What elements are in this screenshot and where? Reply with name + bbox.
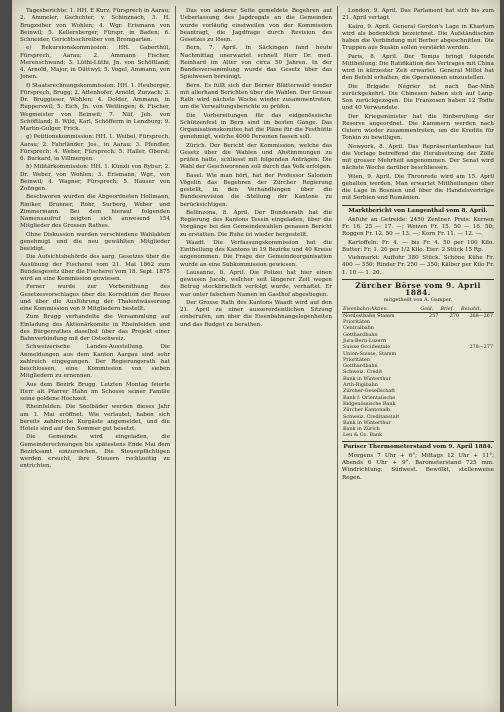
paragraph: Zum Brugg verhandelte die Versammlung auf Einladung des Aktionärkomite in Rheinfelden und des Bürgerrathes daselbst über das Projekt einer Bahnverbindung mit der Ostschweiz. bbox=[20, 314, 170, 342]
table-cell: Bank in Zürich bbox=[343, 426, 380, 433]
column-right bbox=[342, 8, 494, 704]
paragraph: Rheinfelden. Die Soolbäder werden dieses Jahr am 1. Mai eröffnet. Wie verlautet, haben sich bereits zahlreiche Kurgäste angemeldet, und die Hotels sind auf den Sommer gut besetzt. bbox=[20, 404, 170, 432]
paragraph: h) Militärkommission: HH. 1. Künzli von Rybur; 2. Dr. Weber, von Wohlen; 3. Erismann, Wgr., von Beinwil; 4. Wagner, Fürsprech; 5. Hauser von Zofingen. bbox=[20, 164, 170, 192]
table-cell: 257 bbox=[428, 312, 439, 319]
divider bbox=[342, 205, 494, 206]
table-cell: Prioritäten bbox=[343, 319, 370, 326]
table-cell bbox=[460, 432, 494, 438]
table-cell: Arth-Rigibahn bbox=[343, 382, 378, 389]
table-cell bbox=[419, 432, 439, 438]
table-cell: Zürcher Kantonalb. bbox=[343, 407, 392, 414]
paragraph: Kairo, 9. April. General Gordon's Lage in Khartum wird als bedenklich bezeichnet. Die Aufständischen haben die Verbindung mit Berber abgeschnitten. Die Truppen aus Suakin sollen verstärkt werden. bbox=[342, 23, 494, 52]
table-cell: Union-Suisse, Stamm bbox=[343, 350, 397, 357]
paragraph: Lausanne, 8. April. Die Polizei hat hier einen gewissen Jacob, welcher seit längerer Zeit wegen Betrug steckbrieflich verfolgt wurde, verhaftet. Er war unter falschem Namen im Gasthof abgestiegen. bbox=[180, 269, 332, 298]
paragraph: Tagesberichte: 1. HH. E Kurz, Fürsprech in Aarau; 2. Ammeler, Gschchter, v. Schinznach, 3. H. Brugzsiber von Wohlen; 4. Wgr. Erismann von Beinwil; 5. Kellersberger, Fürspr. in Baden; 6. Schneider, Gerichtsschreiber von Bremgarten. bbox=[20, 8, 170, 43]
table-row bbox=[342, 312, 494, 319]
table-cell: Gotthardbahn bbox=[343, 363, 378, 370]
table-header-cell: Geld. bbox=[419, 306, 439, 313]
table-cell: Bank in Winterthur bbox=[343, 375, 391, 382]
divider bbox=[342, 279, 494, 280]
market-line: Viehmarkt: Auffuhr 380 Stück. Schöne Kühe Fr. 400 — 550; Rinder Fr. 250 — 350; Kälber per Kilo Fr. 1. 10 — 1. 20. bbox=[342, 255, 494, 276]
table-cell: Jura-Bern-Luzern bbox=[343, 337, 387, 344]
table-cell: Prioritäten bbox=[343, 356, 370, 363]
paragraph: Newyork, 8. April. Das Repräsentantenhaus hat die Vorlage betreffend die Herabsetzung der Zölle mit grosser Mehrheit angenommen. Der Senat wird nächste Woche darüber beschliessen. bbox=[342, 143, 494, 172]
market-line: Kartoffeln: Fr. 4. — bis Fr. 4. 50 per 100 Kilo. Butter: Fr. 1. 20 per 1/2 Kilo. Eier: 2 Stück 15 Rp. bbox=[342, 239, 494, 253]
paragraph: g) Petitionskommission: HH. 1. Weibel, Fürsprech, Aarau; 2. Fahrländer, Jos., in Aarau; 3. Pfendler, Fürsprech; 4. Weber, Fürsprech; 5. Haller, Oberst; 6. Burkard, in Villmergen. bbox=[20, 134, 170, 162]
paragraph: Bern. Es füllt sich der Berner Blätterwald wieder mit allerhand Berichten über die Wahlen. Der Grosse Rath wird nächste Woche wieder zusammentreten, um die Verwaltungsberichte zu prüfen. bbox=[180, 82, 332, 111]
table-row bbox=[342, 432, 494, 438]
column-left bbox=[20, 8, 170, 704]
market-report-title: Marktbericht von Langenthal vom 8. April. bbox=[348, 207, 488, 214]
table-cell: Zürcher-Gesellschaft bbox=[343, 388, 396, 395]
table-cell: Gotthardbahn bbox=[343, 331, 378, 338]
paragraph: Aus dem Bezirk Brugg. Letzten Montag feierte Herr alt Pfarrer Hahn im Schosse seiner Familie seine goldene Hochzeit. bbox=[20, 381, 170, 402]
stock-quote-body bbox=[342, 312, 494, 438]
stock-exchange-subtitle: mitgetheilt von A. Gamper. bbox=[383, 297, 453, 304]
paragraph: Der Kriegsminister hat die Einberufung der Reserve angeordnet. Die Kammern werden nach Ostern wieder zusammentreten, um die Kredite für Tonkin zu bewilligen. bbox=[342, 113, 494, 142]
table-cell: 270 bbox=[449, 312, 460, 319]
thermometer-title: Pariser Thermometerstand vom 9. April 1884. bbox=[343, 443, 493, 450]
paragraph: Ohne Diskussion wurden verschiedene Wahlakten genehmigt und die neu gewählten Mitglieder beeidigt. bbox=[20, 231, 170, 252]
column-rule bbox=[337, 6, 338, 706]
table-cell: Eidgenössische Bank bbox=[343, 400, 396, 407]
paragraph: London, 9. April. Das Parlament hat sich bis zum 21. April vertagt. bbox=[342, 8, 494, 22]
column-middle bbox=[180, 8, 332, 704]
table-cell: 278—277 bbox=[469, 344, 493, 351]
table-cell: Bank in Winterthur bbox=[343, 419, 391, 426]
paragraph: f) Staatsrechnungskommission: HH. 1. Heuberger, Fürsprech, Brugg; 2. Attenhofer, Arnold, Zurzach; 3. Dr. Bruggisser, Wohlen; 4. Dolder, Ammann, in Rupperswil; 5. Eich, Jn. von Wettingen; 6. Fischer, Wegmeister von Beinwil; 7. Näf, Jeb. von Schöftland; 8. Wild, Karl, Schöfferm in Lenzburg; 9. Martin-Gulger, Frick. bbox=[20, 82, 170, 132]
table-header-row bbox=[342, 306, 494, 313]
paragraph: Zürich. Der Bericht der Kommission, welche das Gesetz über die Wahlen und Abstimmungen zu prüfen hatte, schliesst mit folgenden Anträgen: Die Wahl der Geschworenen soll durch das Volk erfolgen. bbox=[180, 142, 332, 171]
table-cell: Centralbahn bbox=[343, 325, 374, 332]
table-header-cell: Brief. bbox=[439, 306, 460, 313]
newspaper-page bbox=[12, 0, 500, 712]
table-cell bbox=[439, 432, 460, 438]
stock-quote-table bbox=[342, 306, 494, 439]
table-cell: Nordostbahn Stamm bbox=[343, 312, 395, 319]
stock-exchange-title: Zürcher Börse vom 9. April 1884. bbox=[355, 280, 481, 297]
paragraph: Ferner wurde zur Vorberathung des Gesetzesvorschlages über die Korrektion der Reuss und über die Ausführung der Thalentwässerung eine Kommission von 9 Mitgliedern bestellt. bbox=[20, 284, 170, 312]
paragraph: Waadt. Die Verfassungskommission hat die Eintheilung des Kantons in 19 Bezirke und 40 Kreise angenommen. Die Frage der Gemeindeorganisation wurde an eine Subkommission gewiesen. bbox=[180, 239, 332, 268]
paragraph: Die Vorbereitungen für das eidgenössische Schützenfest in Bern sind im besten Gange. Das Organisationskomitee hat die Pläne für die Festhütte genehmigt, welche 4000 Personen fassen soll. bbox=[180, 112, 332, 141]
table-header-cell: Bezahlt. bbox=[460, 306, 494, 313]
table-cell: 268—267 bbox=[469, 312, 493, 319]
paragraph: Das von anderer Seite gemeldete Begehren auf Ueberlassung des Jagdregals an die Gemeinden wurde vorläufig einstweilen von der Kommission beantragt, die Jagdfrage durch Revision des Gesetzes zu lösen. bbox=[180, 8, 332, 43]
paragraph: Die Aufsichtsbehörde des aarg. Gesetzes über die Ausübung der Fischerei vom 21. Mai 1862 zum Bundesgesetz über die Fischerei vom 18. Sept. 1875 wird an eine Kommission gewiesen. bbox=[20, 254, 170, 282]
paragraph: Bern, 7. April. In Säckingen fand heute Nachmittag unerwartet schnell Herr Dr. med. Reinhard im Alter von circa 50 Jahren. In der Bundesversammlung wurde das Gesetz über das Spielwesen bereinigt. bbox=[180, 45, 332, 81]
table-cell: Bank f. Orientalische bbox=[343, 394, 396, 401]
market-line: Anfuhr an Getreide: 2450 Zentner. Preis: Kernen Fr. 16. 25 — 17. —; Weizen Fr. 15. 50 — 16. 50; Roggen Fr. 12. 50 — 13. —; Korn Fr. 11. — 12. —. bbox=[342, 216, 494, 238]
paragraph: Basel. Wie man hört, hat der Professor Salomon Vögelin das Begehren der Zürcher Regierung gestellt, in den Verhandlungen über die Bundesrevision die Stellung der Kantone zu berücksichtigen. bbox=[180, 172, 332, 208]
table-header-cell: Eisenbahn-Aktien. bbox=[342, 306, 419, 313]
paragraph: Paris, 8. April. Der Temps bringt folgende Mittheilung: Die Ratifikation des Vertrages mit China wird in kürzester Zeit erwartet. General Millot hat den Befehl erhalten, die Operationen einzustellen. bbox=[342, 53, 494, 82]
paragraph: Schweizerische Landes-Ausstellung. Die Anmeldungen aus dem Kanton Aargau sind sehr zahlreich eingegangen. Der Regierungsrath hat beschlossen, eine Kommission von sieben Mitgliedern zu ernennen. bbox=[20, 344, 170, 380]
column-rule bbox=[175, 6, 176, 706]
paragraph: Bellinzona, 8. April. Der Bundesrath hat die Regierung des Kantons Tessin eingeladen, über die Vorgänge bei den Gemeindewahlen genauen Bericht zu erstatten. Die Ruhe ist wieder hergestellt. bbox=[180, 209, 332, 238]
table-cell: Suisse Occidentale bbox=[343, 344, 391, 351]
thermometer-text: Morgens 7 Uhr + 6°; Mittags 12 Uhr + 11°; Abends 6 Uhr + 9°. Barometerstand 725 mm. Windrichtung: Südwest. Bewölkt, stellenweise Regen. bbox=[342, 452, 494, 481]
table-cell: Schweiz. Creditanstalt bbox=[343, 413, 400, 420]
paragraph: Beschworen wurden die Abgeordneten Hollmann, Riniker, Brunner, Rohr, Surberg, Weber und Zimmermann. Bei dem hierauf folgenden Namensaufruf zeigten sich anwesend 154 Mitglieder des Grossen Rathes. bbox=[20, 194, 170, 230]
paragraph: e) Rekursionskommission: HH. Gaberthül, Fürsprech, Aarau; 2. Ammann Fischer, Merenschwand; 3. Lüthi-Lüthi, Jn. von Schöftland; 4. Arnold, Major, in Dättwyl; 5. Vogel, Ammann, von Jonen. bbox=[20, 45, 170, 81]
table-cell: Schweiz. Credit bbox=[343, 369, 383, 376]
paragraph: Wien, 9. April. Die Thronrede wird am 15. April gehalten werden. Man erwartet Mittheilungen über die Lage in Bosnien und über die Handelsverträge mit Serbien und Rumänien. bbox=[342, 173, 494, 202]
divider bbox=[342, 441, 494, 442]
paragraph: Der Grosse Rath des Kantons Waadt wird auf den 21. April zu einer ausserordentlichen Sitzung einberufen, um über die Eisenbahnangelegenheiten und das Budget zu berathen. bbox=[180, 299, 332, 328]
paragraph: Die Gemeinde wird eingeladen, die Gemeinderechnungen bis spätestens Ende Mai dem Bezirksamt einzureichen. Die Steuerpflichtigen werden ersucht, ihre Steuern rechtzeitig zu entrichten. bbox=[20, 434, 170, 470]
paragraph: Die Brigade Négrier ist nach Bac-Ninh zurückgekehrt. Die Chinesen haben sich auf Lang-Son zurückgezogen. Die Franzosen haben 12 Todte und 40 Verwundete. bbox=[342, 83, 494, 112]
table-cell: Leu & Co. Bank bbox=[343, 432, 383, 439]
